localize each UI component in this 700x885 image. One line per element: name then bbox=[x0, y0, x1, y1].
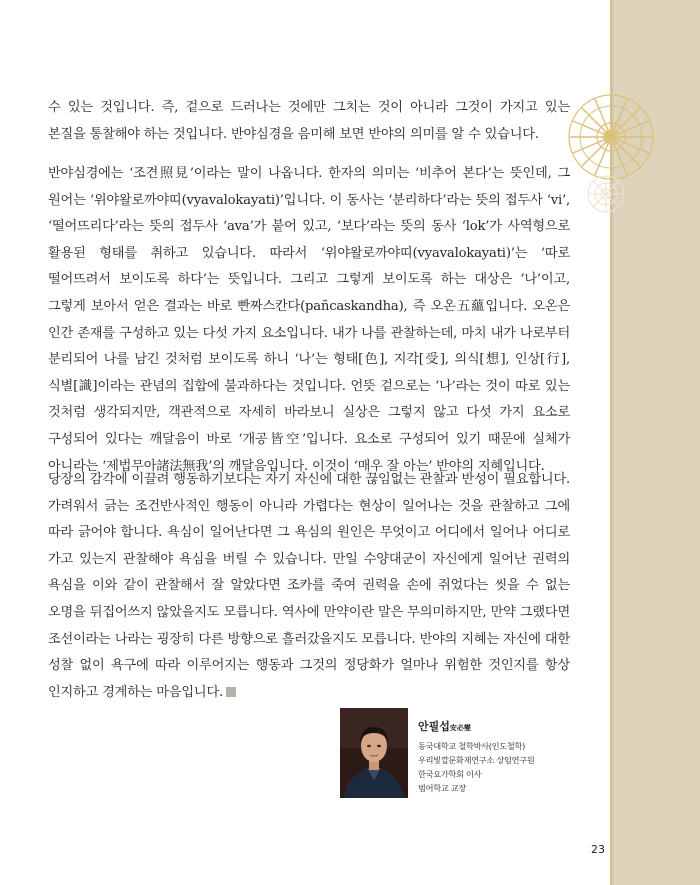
author-credential: 우리빛깔문화재연구소 상임연구원 bbox=[418, 755, 535, 765]
article-paragraph-3 bbox=[48, 467, 570, 706]
author-name: 안필섭安必燮 bbox=[418, 720, 471, 733]
author-photo bbox=[340, 708, 408, 798]
author-name-hanja: 安必燮 bbox=[449, 724, 471, 732]
paragraph-text: 반야심경에는 ‘조견照見’이라는 말이 나옵니다. 한자의 의미는 ‘비추어 본다’는 뜻인데, 그 원어는 ‘위야왈로까야띠(vyavalokayati)’입니다. 이 동사는 ‘분리하다’라는 뜻의 접두사 ‘vi’, ‘떨어뜨리다’라는 뜻의 접두사 ‘ava’가 붙어 있고, ‘보다’라는 뜻의 동사 ‘lok’가 사역형으로 활용된 형태를 취하고 있습니다. 따라서 ‘위야왈로까야띠(vyavalokayati)’는 ‘따로 떨어뜨려서 보이도록 하다’는 뜻입니다. 그리고 그렇게 보이도록 하는 대상은 ‘나’이고, 그렇게 보아서 얻은 결과는 바로 빤짜스칸다(pañcaskandha), 즉 오온五蘊입니다. 오온은 인간 존재를 구성하고 있는 다섯 가지 요소입니다. 내가 나를 관찰하는데, 마치 내가 나로부터 분리되어 나를 남긴 것처럼 보이도록 하니 ‘나’는 형태[色], 지각[受], 의식[想], 인상[行], 식별[識]이라는 관념의 집합에 불과하다는 것입니다. 언뜻 겉으로는 ‘나’라는 것이 따로 있는 것처럼 생각되지만, 객관적으로 자세히 바라보니 실상은 그렇지 않고 다섯 가지 요소로 구성되어 있다는 깨달음이 바로 ‘개공皆空’입니다. 요소로 구성되어 있기 때문에 실체가 아니라는 ‘제법무아諸法無我’의 깨달음입니다. 이것이 ‘매우 잘 아는’ 반야의 지혜입니다. bbox=[48, 166, 570, 474]
author-credential: 한국요가학회 이사 bbox=[418, 769, 482, 779]
author-info bbox=[418, 718, 534, 795]
small-lotus-ornament-icon bbox=[586, 174, 626, 214]
author-credential: 동국대학교 철학박사(인도철학) bbox=[418, 741, 526, 751]
lotus-ornament-icon bbox=[566, 92, 656, 182]
article-paragraph-1 bbox=[48, 95, 570, 148]
paragraph-text: 수 있는 것입니다. 즉, 겉으로 드러나는 것에만 그치는 것이 아니라 그것이 가지고 있는 본질을 통찰해야 하는 것입니다. 반야심경을 음미해 보면 반야의 의미를 알 수 있습니다. bbox=[48, 100, 570, 142]
end-mark-icon bbox=[226, 687, 236, 697]
author-credential: 범어학교 교장 bbox=[418, 783, 466, 793]
article-paragraph-2 bbox=[48, 161, 570, 480]
page-number: 23 bbox=[591, 843, 605, 856]
paragraph-text: 당장의 감각에 이끌려 행동하기보다는 자기 자신에 대한 끊임없는 관찰과 반성이 필요합니다. 가려워서 긁는 조건반사적인 행동이 아니라 가렵다는 현상이 일어나는 것을 관찰하고 그에 따라 긁어야 합니다. 욕심이 일어난다면 그 욕심의 원인은 무엇이고 어디에서 일어나 어디로 가고 있는지 관찰해야 욕심을 버릴 수 있습니다. 만일 수양대군이 자신에게 일어난 권력의 욕심을 이와 같이 관찰해서 잘 알았다면 조카를 죽여 권력을 손에 쥐었다는 씻을 수 없는 오명을 뒤집어쓰지 않았을지도 모릅니다. 역사에 만약이란 말은 무의미하지만, 만약 그랬다면 조선이라는 나라는 굉장히 다른 방향으로 흘러갔을지도 모릅니다. 반야의 지혜는 자신에 대한 성찰 없이 욕구에 따라 이루어지는 행동과 그것의 정당화가 얼마나 위험한 것인지를 항상 인지하고 경계하는 마음입니다. bbox=[48, 472, 570, 700]
